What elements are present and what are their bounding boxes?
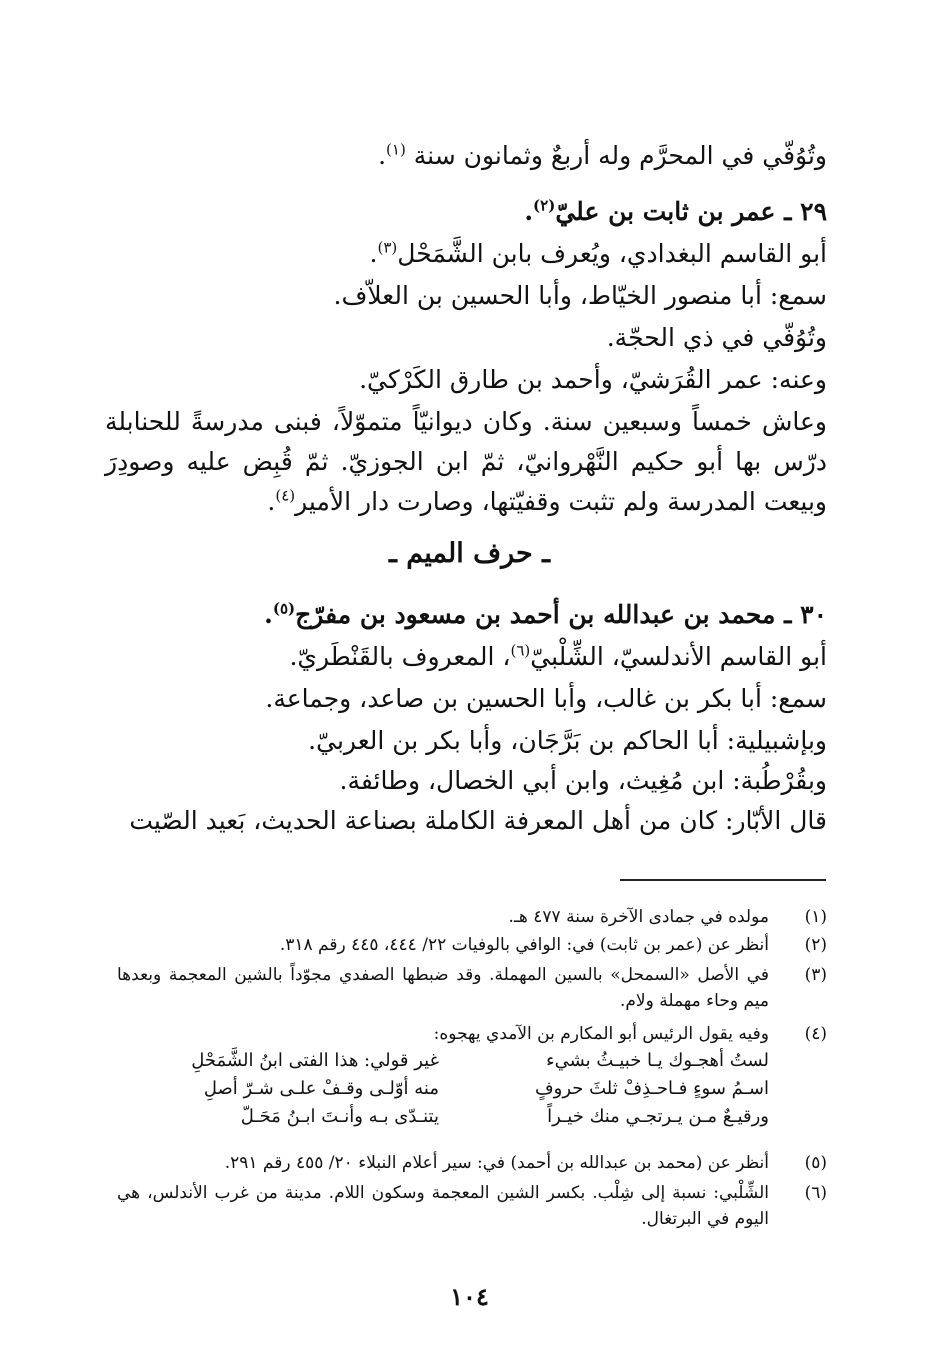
footnote-number: (٦) (804, 1183, 827, 1203)
text-line-b4: وبقُرْطُبة: ابن مُغِيث، وابن أبي الخصال، وطائفة. (339, 766, 827, 795)
verse-first-hemistich: ورقيـعٌ مـن يـرتجـي منك خيـراً (547, 1106, 769, 1127)
footnote-4 (117, 1021, 827, 1131)
footnote-ref-5: (٥) (272, 599, 296, 618)
text-line-b2: سمع: أبا بكر بن غالب، وأبا الحسين بن صاعد، وجماعة. (265, 684, 827, 713)
section-heading: ـ حرف الميم ـ (388, 538, 551, 569)
poem-verse (117, 1047, 769, 1075)
footnote-1 (117, 904, 827, 930)
footnote-text: أنظر عن (محمد بن عبدالله بن أحمد) في: سير أعلام النبلاء ٢٠/ ٤٥٥ رقم ٢٩١. (224, 1153, 769, 1173)
footnote-number: (٤) (804, 1024, 827, 1044)
footnote-6 (117, 1180, 827, 1232)
text-line-6: وعنه: عمر القُرَشيّ، وأحمد بن طارق الكَرْكيّ. (359, 365, 827, 394)
verse-second-hemistich: غير قولي: هذا الفتى ابنُ الشَّمَحْلِ (191, 1050, 439, 1071)
text-line-3: أبو القاسم البغدادي، ويُعرف بابن الشَّمَحْل$^{(٣)}$. (369, 238, 827, 268)
verse-second-hemistich: منه أوّلـى وقـفْ علـى شـرّ أصلِ (203, 1078, 439, 1099)
poem-verse (117, 1075, 769, 1103)
verse-first-hemistich: لستُ أهجـوك يـا خبيـثُ بشيء (546, 1050, 769, 1071)
footnote-ref-2: (٢) (533, 196, 556, 215)
entry-29-title: ٢٩ ـ عمر بن ثابت بن عليّ$^{(٢)}$. (524, 196, 827, 226)
biography-paragraph: وعاش خمساً وسبعين سنة. وكان ديوانيّاً متموّلاً، فبنى مدرسةً للحنابلة درّس بها أبو حكيم النَّهْروانيّ، ثمّ ابن الجوزيّ. ثمّ قُبِض عليه وصودِرَ وبيعت المدرسة ولم تثبت وقفيّتها، وصارت دار الأمير$^{(٤)}$. (105, 407, 827, 516)
footnote-ref-4: (٤) (275, 486, 296, 505)
footnote-text: في الأصل «السمحل» بالسين المهملة. وقد ضبطها الصفدي مجوّداً بالشين المعجمة وبعدها ميم وحاء مهملة ولام. (117, 965, 769, 1011)
footnote-number: (٣) (804, 965, 827, 985)
footnote-text: مولده في جمادى الآخرة سنة ٤٧٧ هـ. (508, 907, 769, 927)
footnote-separator (620, 879, 826, 881)
text-line-b1: أبو القاسم الأندلسيّ، الشِّلْبيّ$^{(٦)}$، المعروف بالقَنْطَريّ. (289, 641, 827, 671)
footnote-text: أنظر عن (عمر بن ثابت) في: الوافي بالوفيات ٢٢/ ٤٤٤، ٤٤٥ رقم ٣١٨. (279, 935, 769, 955)
footnote-ref-1: (١) (386, 140, 406, 159)
footnote-3 (117, 962, 827, 1014)
page-number: ١٠٤ (450, 1282, 489, 1311)
footnote-number: (٥) (804, 1153, 827, 1173)
entry-30-title: ٣٠ ـ محمد بن عبدالله بن أحمد بن مسعود بن مفرّج$^{(٥)}$. (264, 599, 827, 629)
footnote-text: وفيه يقول الرئيس أبو المكارم بن الآمدي يهجوه: (433, 1024, 769, 1044)
text-line-1: وتُوُفّي في المحرَّم وله أربعٌ وثمانون سنة $^{(١)}$. (378, 140, 827, 170)
text-line-4: سمع: أبا منصور الخيّاط، وأبا الحسين بن العلاّف. (333, 281, 827, 310)
footnote-ref-6: (٦) (510, 641, 531, 660)
footnote-2 (117, 932, 827, 958)
footnote-text: الشِّلْبي: نسبة إلى شِلْب. بكسر الشين المعجمة وسكون اللام. مدينة من غرب الأندلس، هي اليوم في البرتغال. (117, 1183, 769, 1229)
text-line-b3: وبإشبيلية: أبا الحاكم بن بَرَّجَان، وأبا بكر بن العربيّ. (308, 726, 827, 755)
footnote-5 (117, 1150, 827, 1176)
footnote-number: (٢) (804, 935, 827, 955)
poem-verse (117, 1103, 769, 1131)
verse-first-hemistich: اسـمُ سوءٍ فـاحـذِفْ ثلثَ حروفٍ (535, 1078, 769, 1099)
verse-second-hemistich: يتنـدّى بـه وأنـتَ ابـنُ مَحَـلّ (240, 1106, 439, 1127)
footnote-number: (١) (804, 907, 827, 927)
text-line-b5: قال الأبّار: كان من أهل المعرفة الكاملة بصناعة الحديث، بَعيد الصّيت (129, 806, 827, 835)
footnote-ref-3: (٣) (377, 238, 398, 257)
text-line-5: وتُوُفّي في ذي الحجّة. (606, 323, 827, 352)
